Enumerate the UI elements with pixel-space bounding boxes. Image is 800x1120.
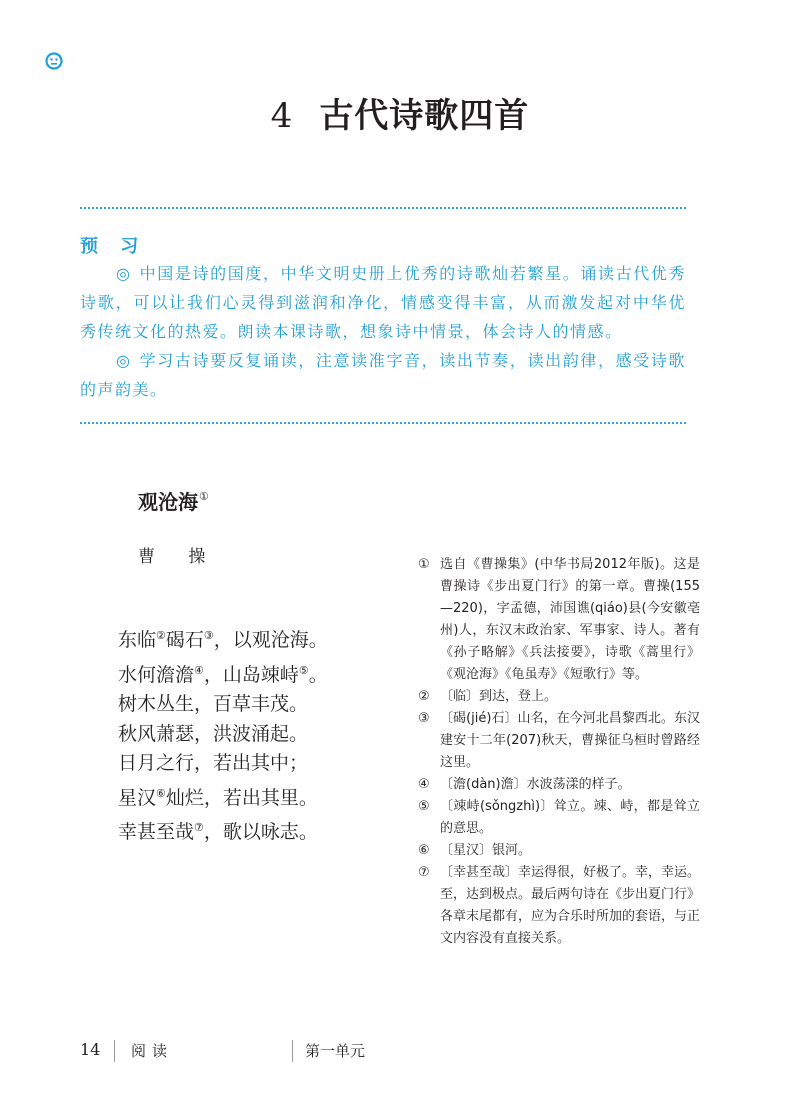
footnote: ③ 〔碣(jié)石〕山名，在今河北昌黎西北。东汉建安十二年(207)秋天，曹操征乌桓时曾路经这里。 (418, 711, 700, 770)
footnote-ref: ⑤ (298, 663, 309, 677)
bullet-mark: ◎ (116, 264, 132, 283)
poem-line: 东临②碣石③，以观沧海。 (118, 629, 328, 651)
footnote-ref: ④ (194, 663, 204, 677)
footnote: ④ 〔澹(dàn)澹〕水波荡漾的样子。 (418, 777, 631, 792)
poem-line: 水何澹澹④，山岛竦峙⑤。 (118, 663, 328, 686)
page-number: 14 (80, 1040, 101, 1059)
footnote-ref: ⑦ (194, 821, 204, 834)
footnote-ref: ① (199, 490, 209, 503)
footnote: ⑥ 〔星汉〕银河。 (418, 843, 532, 858)
footnotes (418, 554, 700, 950)
divider-bottom (80, 422, 686, 424)
footnote-ref: ② (156, 629, 166, 642)
lesson-title (0, 88, 800, 137)
bullet-mark: ◎ (116, 351, 132, 370)
face-icon (45, 52, 63, 70)
poem-line: 秋风萧瑟，洪波涌起。 (118, 722, 309, 745)
footnote-ref: ⑥ (156, 786, 166, 800)
poem-body (118, 621, 328, 848)
preview-paragraph-1: ◎ 中国是诗的国度，中华文明史册上优秀的诗歌灿若繁星。诵读古代优秀诗歌，可以让我们心灵得到滋润和净化，情感变得丰富，从而激发起对中华优秀传统文化的热爱。朗读本课诗歌，想象诗中情景，体会诗人的情感。 (80, 264, 686, 341)
footer-divider (114, 1040, 115, 1062)
poem-line: 树木丛生，百草丰茂。 (118, 693, 309, 715)
poem-author: 曹 操 (138, 547, 220, 567)
footer-divider (292, 1040, 293, 1062)
footnote: ① 选自《曹操集》(中华书局2012年版)。这是曹操诗《步出夏门行》的第一章。曹操(155—220)，字孟德，沛国谯(qiáo)县(今安徽亳州)人，东汉末政治家、军事家、诗人。著有《孙子略解》《兵法接要》，诗歌《蒿里行》《观沧海》《龟虽寿》《短歌行》等。 (418, 557, 700, 682)
footer-section: 阅读 (131, 1042, 174, 1060)
footer-unit: 第一单元 (305, 1042, 366, 1060)
footnote: ⑤ 〔竦峙(sǒngzhì)〕耸立。竦、峙，都是耸立的意思。 (418, 799, 700, 836)
divider-top (80, 207, 686, 209)
poem-line: 幸甚至哉⑦，歌以咏志。 (118, 821, 318, 843)
footnote-ref: ③ (203, 629, 214, 642)
footnote: ② 〔临〕到达，登上。 (418, 689, 558, 704)
footnote: ⑦ 〔幸甚至哉〕幸运得很，好极了。幸，幸运。至，达到极点。最后两句诗在《步出夏门行》各章末尾都有，应为合乐时所加的套语，与正文内容没有直接关系。 (418, 865, 701, 946)
poem-line: 星汉⑥灿烂，若出其里。 (118, 786, 318, 809)
preview-heading: 预 习 (80, 236, 147, 257)
poem-line: 日月之行，若出其中； (118, 752, 309, 774)
preview-paragraph-2: ◎ 学习古诗要反复诵读，注意读准字音，读出节奏，读出韵律，感受诗歌的声韵美。 (80, 351, 686, 399)
lesson-number: 4 (270, 96, 294, 136)
poem-title: 观沧海① (138, 490, 209, 514)
lesson-title-text: 古代诗歌四首 (319, 96, 530, 136)
